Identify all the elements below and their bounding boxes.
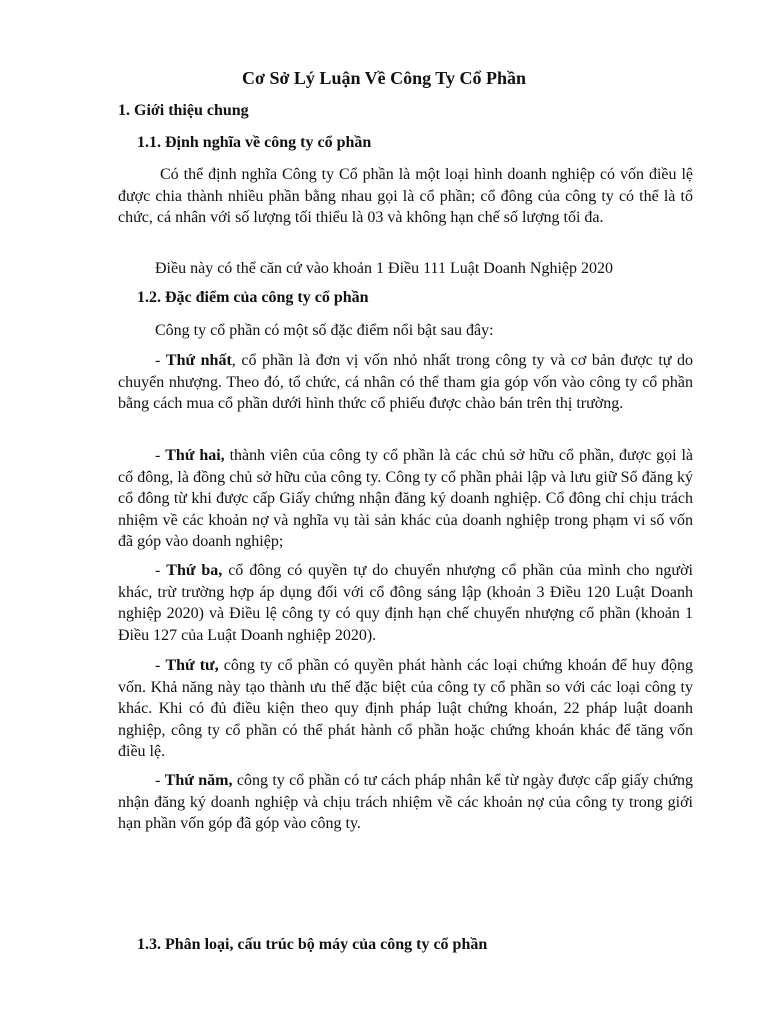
feature-lead: Thứ hai, bbox=[165, 447, 225, 464]
feature-text: công ty cổ phần có tư cách pháp nhân kể từ ngày được cấp giấy chứng nhận đăng ký doanh nghiệp và chịu trách nhiệm về các khoản nợ của công ty trong giới hạn phần vốn góp đã góp vào công ty. bbox=[118, 772, 693, 832]
feature-text: công ty cổ phần có quyền phát hành các loại chứng khoán để huy động vốn. Khả năng này tạo thành ưu thế đặc biệt của công ty cổ phần so với các loại công ty khác. Khi có đủ điều kiện theo quy định pháp luật chứng khoán, 22 pháp luật doanh nghiệp, công ty cổ phần có thể phát hành cổ phần hoặc chứng khoán khác để tăng vốn điều lệ. bbox=[118, 657, 694, 760]
list-dash: - bbox=[155, 447, 166, 464]
legal-basis-paragraph: Điều này có thể căn cứ vào khoản 1 Điều 111 Luật Doanh Nghiệp 2020 bbox=[155, 260, 614, 277]
section-1-2-heading: 1.2. Đặc điểm của công ty cổ phần bbox=[137, 289, 369, 306]
feature-lead: Thứ nhất bbox=[165, 352, 232, 369]
definition-paragraph: Có thể định nghĩa Công ty Cổ phần là một loại hình doanh nghiệp có vốn điều lệ được chia thành nhiều phần bằng nhau gọi là cổ phần; cổ đông của công ty có thể là tổ chức, cá nhân với số lượng tối thiểu là 03 và không hạn chế số lượng tối đa. bbox=[118, 166, 693, 226]
section-1-3-heading: 1.3. Phân loại, cấu trúc bộ máy của công ty cổ phần bbox=[137, 936, 488, 953]
feature-text: thành viên của công ty cổ phần là các chủ sở hữu cổ phần, được gọi là cổ đông, là đồng chủ sở hữu của công ty. Công ty cổ phần phải lập và lưu giữ Sổ đăng ký cổ đông từ khi được cấp Giấy chứng nhận đăng ký doanh nghiệp. Cổ đông chỉ chịu trách nhiệm về các khoản nợ và nghĩa vụ tài sản khác của doanh nghiệp trong phạm vi số vốn đã góp vào doanh nghiệp; bbox=[118, 447, 694, 550]
feature-lead: Thứ ba, bbox=[166, 562, 223, 579]
document-title: Cơ Sở Lý Luận Về Công Ty Cổ Phần bbox=[241, 68, 526, 88]
feature-item-4 bbox=[118, 655, 693, 763]
list-dash: - bbox=[155, 352, 166, 369]
list-dash: - bbox=[155, 772, 165, 789]
feature-item-1 bbox=[118, 350, 693, 415]
list-dash: - bbox=[155, 562, 167, 579]
feature-text: , cổ phần là đơn vị vốn nhỏ nhất trong công ty và cơ bản được tự do chuyển nhượng. Theo đó, tổ chức, cá nhân có thể tham gia góp vốn vào công ty cổ phần bằng cách mua cổ phần dưới hình thức cổ phiếu được chào bán trên thị trường. bbox=[118, 352, 694, 412]
feature-lead: Thứ năm, bbox=[164, 772, 233, 789]
feature-item-3 bbox=[118, 560, 693, 646]
list-dash: - bbox=[155, 657, 166, 674]
features-intro: Công ty cổ phần có một số đặc điểm nổi bật sau đây: bbox=[155, 322, 494, 339]
feature-item-2 bbox=[118, 445, 693, 553]
feature-text: cổ đông có quyền tự do chuyển nhượng cổ phần của mình cho người khác, trừ trường hợp áp dụng đối với cổ đông sáng lập (khoản 3 Điều 120 Luật Doanh nghiệp 2020) và Điều lệ công ty có quy định hạn chế chuyển nhượng cổ phần (khoản 1 Điều 127 của Luật Doanh nghiệp 2020). bbox=[118, 562, 694, 644]
section-1-1-heading: 1.1. Định nghĩa về công ty cổ phần bbox=[137, 134, 372, 151]
section-1-heading: 1. Giới thiệu chung bbox=[118, 102, 249, 119]
feature-lead: Thứ tư, bbox=[165, 657, 219, 674]
feature-item-5 bbox=[118, 770, 693, 835]
